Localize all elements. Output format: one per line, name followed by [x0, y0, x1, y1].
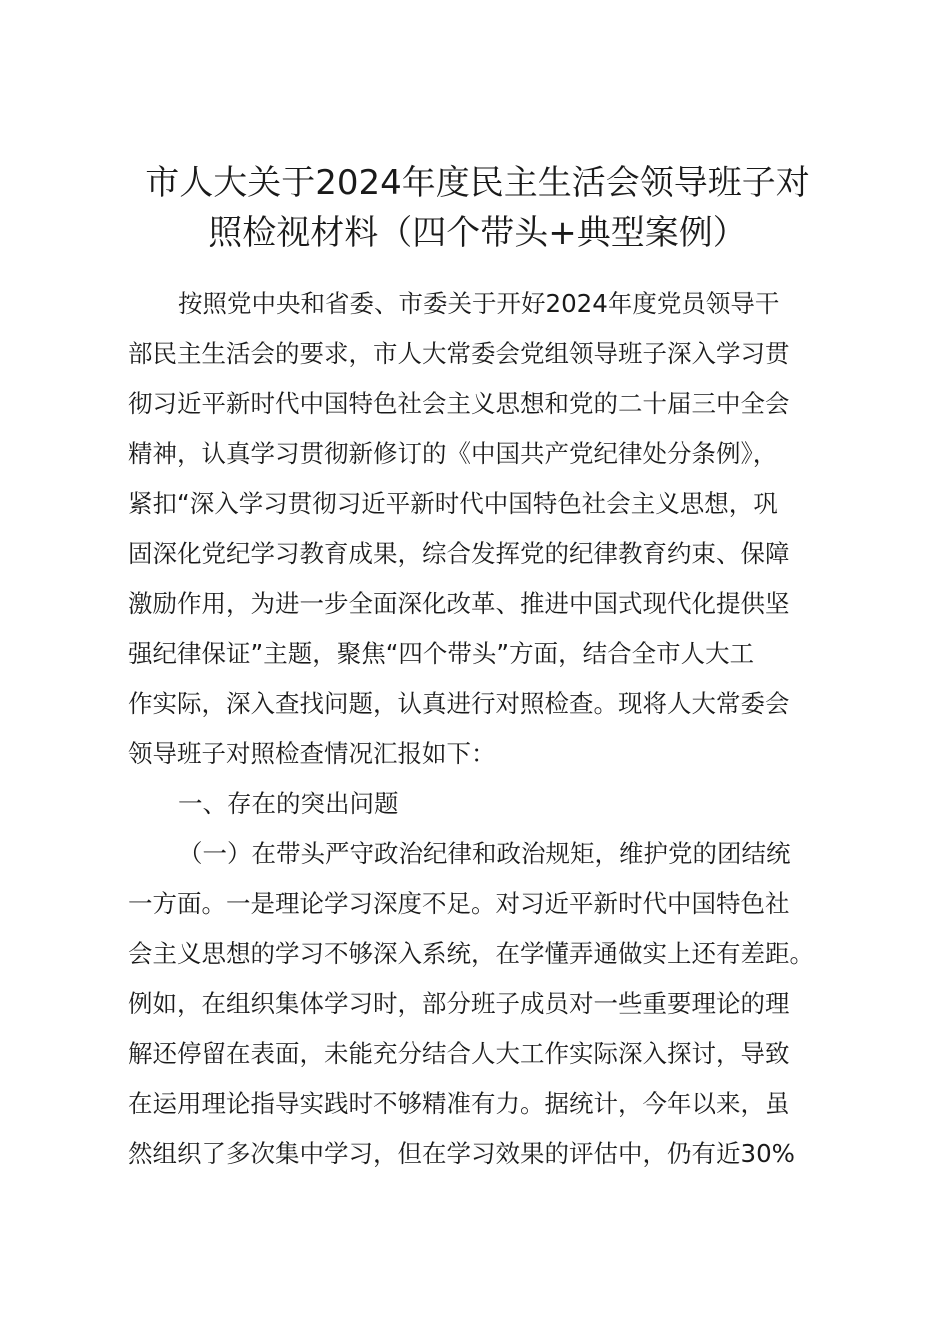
section-paragraph-line: 例如，在组织集体学习时，部分班子成员对一些重要理论的理 — [128, 989, 790, 1018]
intro-paragraph-line: 激励作用，为进一步全面深化改革、推进中国式现代化提供坚 — [128, 589, 790, 618]
intro-paragraph-line: 部民主生活会的要求，市人大常委会党组领导班子深入学习贯 — [128, 339, 790, 368]
document-title — [120, 158, 835, 258]
section-paragraph-line: 会主义思想的学习不够深入系统，在学懂弄通做实上还有差距。 — [128, 939, 814, 968]
intro-paragraph-line: 紧扣“深入学习贯彻习近平新时代中国特色社会主义思想，巩 — [128, 489, 778, 518]
intro-paragraph-line: 彻习近平新时代中国特色社会主义思想和党的二十届三中全会 — [128, 389, 790, 418]
intro-paragraph-line: 强纪律保证”主题，聚焦“四个带头”方面，结合全市人大工 — [128, 639, 755, 668]
intro-paragraph-line: 固深化党纪学习教育成果，综合发挥党的纪律教育约束、保障 — [128, 539, 790, 568]
intro-paragraph-line: 作实际，深入查找问题，认真进行对照检查。现将人大常委会 — [128, 689, 790, 718]
intro-paragraph-line: 按照党中央和省委、市委关于开好2024年度党员领导干 — [178, 289, 780, 318]
section-paragraph-line: （一）在带头严守政治纪律和政治规矩，维护党的团结统 — [178, 839, 791, 868]
title-line-2: 照检视材料（四个带头+典型案例） — [208, 213, 747, 253]
section-paragraph-line: 一方面。一是理论学习深度不足。对习近平新时代中国特色社 — [128, 889, 790, 918]
document-body — [128, 279, 833, 1179]
section-paragraph-line: 在运用理论指导实践时不够精准有力。据统计，今年以来，虽 — [128, 1089, 790, 1118]
intro-paragraph-line: 精神，认真学习贯彻新修订的《中国共产党纪律处分条例》， — [128, 439, 778, 468]
intro-paragraph-line: 领导班子对照检查情况汇报如下： — [128, 739, 496, 768]
section-heading: 一、存在的突出问题 — [178, 789, 399, 818]
section-paragraph-line: 然组织了多次集中学习，但在学习效果的评估中，仍有近30% — [128, 1139, 795, 1168]
section-paragraph-line: 解还停留在表面，未能充分结合人大工作实际深入探讨，导致 — [128, 1039, 790, 1068]
title-line-1: 市人大关于2024年度民主生活会领导班子对 — [145, 163, 810, 203]
